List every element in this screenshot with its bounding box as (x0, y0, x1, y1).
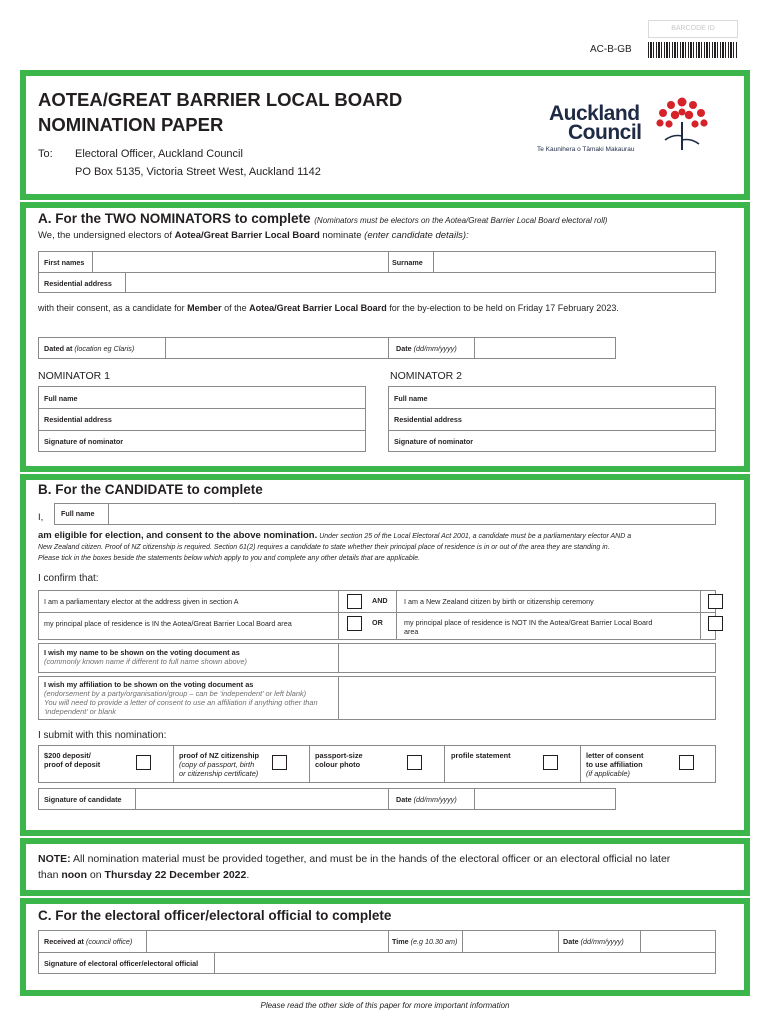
residential-address-label: Residential address (44, 279, 112, 288)
first-names-input[interactable] (93, 252, 387, 271)
note-line-1 (38, 851, 738, 867)
deposit-line-1: $200 deposit/ (44, 751, 91, 760)
title-line-1: AOTEA/GREAT BARRIER LOCAL BOARD (38, 89, 403, 110)
nom2-address-input[interactable] (470, 409, 715, 429)
date-hint: (dd/mm/yyyy) (413, 344, 457, 353)
intro-italic: (enter candidate details): (364, 230, 469, 241)
page-title (38, 87, 402, 137)
voting-name-input[interactable] (339, 644, 715, 672)
candidate-date-text: Date (396, 795, 412, 804)
row2-left-text: my principal place of residence is IN the Aotea/Great Barrier Local Board area (44, 619, 292, 628)
consent-mid: of the (221, 303, 250, 313)
or-label: OR (372, 618, 383, 627)
section-b-heading: B. For the CANDIDATE to complete (38, 482, 263, 497)
residence-in-area-checkbox[interactable] (347, 616, 362, 631)
divider (388, 337, 389, 359)
affiliation-text: I wish my affiliation to be shown on the voting document as (44, 680, 254, 689)
logo-text-auckland: Auckland (549, 102, 640, 125)
deposit-label (44, 751, 100, 769)
pohutukawa-icon (653, 96, 711, 152)
eligible-note-1: Under section 25 of the Local Electoral Act 2001, a candidate must be a parliamentary elector AND a (319, 533, 632, 540)
voting-name-hint: (commonly known name if different to full name shown above) (44, 657, 247, 666)
nom1-address-input[interactable] (120, 409, 365, 429)
row2-right-text-2: area (404, 627, 419, 636)
note-text-2-pre: than (38, 869, 62, 881)
candidate-date-label (396, 795, 457, 804)
divider (396, 590, 397, 640)
date-text: Date (396, 344, 412, 353)
eligibility-line-2 (38, 542, 738, 553)
nom1-full-name-label: Full name (44, 394, 78, 403)
consent-post: for the by-election to be held on Friday 17 February 2023. (386, 303, 619, 313)
voting-name-label (44, 648, 247, 666)
note-text-1: All nomination material must be provided together, and must be in the hands of the electoral officer or an electoral official no later (70, 853, 671, 865)
time-input[interactable] (463, 931, 557, 951)
profile-statement-label: profile statement (451, 751, 511, 760)
received-at-label (44, 937, 132, 946)
time-label (392, 937, 457, 946)
consent-statement (38, 303, 619, 313)
photo-line-1: passport-size (315, 751, 363, 760)
footer-note: Please read the other side of this paper for more important information (260, 1001, 510, 1010)
section-a-heading (38, 211, 607, 226)
date-label (396, 344, 457, 353)
candidate-full-name-input[interactable] (109, 504, 715, 524)
time-text: Time (392, 937, 409, 946)
nom1-signature-input[interactable] (140, 431, 365, 451)
eligibility-line-3 (38, 553, 738, 564)
title-line-2: NOMINATION PAPER (38, 114, 224, 135)
candidate-full-name-label: Full name (61, 509, 95, 518)
candidate-date-hint: (dd/mm/yyyy) (413, 795, 457, 804)
affiliation-hint-1: (endorsement by a party/organisation/group – can be ‘independent’ or left blank) (44, 689, 307, 698)
barcode-code: AC-B-GB (590, 44, 632, 55)
section-a-heading-text: A. For the TWO NOMINATORS to complete (38, 211, 311, 226)
consent-member: Member (187, 303, 222, 313)
nom2-full-name-label: Full name (394, 394, 428, 403)
consent-board: Aotea/Great Barrier Local Board (249, 303, 387, 313)
to-label: To: (38, 148, 53, 160)
surname-input[interactable] (434, 252, 715, 271)
barcode-bars (648, 42, 738, 58)
first-names-label: First names (44, 258, 85, 267)
divider (444, 745, 445, 783)
officer-date-text: Date (563, 937, 579, 946)
i-label: I, (38, 512, 44, 523)
received-text: Received at (44, 937, 84, 946)
row1-right-text: I am a New Zealand citizen by birth or citizenship ceremony (404, 597, 594, 606)
profile-statement-checkbox[interactable] (543, 755, 558, 770)
consent-pre: with their consent, as a candidate for (38, 303, 188, 313)
eligible-note-3: Please tick in the boxes beside the statements below which apply to you and complete any other details that are applicable. (38, 555, 421, 562)
nz-cit-hint-2: or citizenship certificate) (179, 769, 259, 778)
voting-name-text: I wish my name to be shown on the voting document as (44, 648, 240, 657)
note-noon: noon (61, 869, 88, 881)
nom1-signature-label: Signature of nominator (44, 437, 124, 446)
divider (388, 251, 389, 272)
divider (338, 590, 339, 640)
eligible-note-2: New Zealand citizen. Proof of NZ citizenship is required. Section 61(2) requires a candidate to state whether their principal place of residence is in or out of the area they are standing in. (38, 544, 610, 551)
dated-at-label (44, 344, 134, 353)
logo-tagline: Te Kaunihera o Tāmaki Makaurau (537, 146, 635, 153)
parliamentary-elector-checkbox[interactable] (347, 594, 362, 609)
intro-bold: Aotea/Great Barrier Local Board (174, 230, 320, 241)
consent-hint: (if applicable) (586, 769, 630, 778)
candidate-signature-input[interactable] (136, 789, 387, 809)
barcode-id-box: BARCODE ID (648, 20, 738, 38)
officer-signature-label: Signature of electoral officer/electoral official (44, 959, 199, 968)
section-c-heading: C. For the electoral officer/electoral official to complete (38, 908, 392, 923)
nom1-address-label: Residential address (44, 415, 112, 424)
received-at-input[interactable] (147, 931, 387, 951)
intro-mid: nominate (319, 230, 365, 241)
note-line-2 (38, 867, 738, 883)
dated-at-hint: (location eg Claris) (74, 344, 135, 353)
nz-cit-hint-1: (copy of passport, birth (179, 760, 255, 769)
note-text (38, 851, 738, 883)
section-a-heading-note: (Nominators must be electors on the Aotea/Great Barrier Local Board electoral roll) (314, 216, 608, 225)
divider (309, 745, 310, 783)
officer-date-input[interactable] (641, 931, 715, 951)
received-hint: (council office) (85, 937, 133, 946)
note-on: on (87, 869, 105, 881)
nz-citizenship-proof-checkbox[interactable] (272, 755, 287, 770)
note-bold: NOTE: (38, 853, 71, 865)
to-line-2: PO Box 5135, Victoria Street West, Auckland 1142 (75, 166, 321, 178)
nom2-address-label: Residential address (394, 415, 462, 424)
nz-cit-line-1: proof of NZ citizenship (179, 751, 260, 760)
nom1-full-name-input[interactable] (120, 387, 365, 407)
divider (38, 612, 716, 613)
officer-date-label (563, 937, 624, 946)
eligibility-line-1 (38, 530, 738, 542)
auckland-council-logo (535, 96, 715, 158)
candidate-date-input[interactable] (475, 789, 615, 809)
nominator-1-heading: NOMINATOR 1 (38, 370, 110, 382)
time-hint: (e.g 10.30 am) (410, 937, 458, 946)
officer-date-hint: (dd/mm/yyyy) (580, 937, 624, 946)
consent-line-1: letter of consent (586, 751, 644, 760)
divider (558, 930, 559, 952)
affiliation-label (44, 680, 318, 716)
row1-left-text: I am a parliamentary elector at the address given in section A (44, 597, 239, 606)
divider (580, 745, 581, 783)
eligible-bold: am eligible for election, and consent to the above nomination. (38, 530, 318, 541)
note-end: . (246, 869, 250, 881)
affiliation-hint-2: You will need to provide a letter of consent to use an affiliation if anything other than (44, 698, 318, 707)
eligibility-statement (38, 530, 738, 564)
nom2-full-name-input[interactable] (470, 387, 715, 407)
consent-letter-checkbox[interactable] (679, 755, 694, 770)
residence-not-in-area-checkbox[interactable] (708, 616, 723, 631)
intro-pre: We, the undersigned electors of (38, 230, 175, 241)
affiliation-input[interactable] (339, 677, 715, 719)
logo-text-council: Council (568, 121, 642, 144)
nom2-signature-input[interactable] (490, 431, 715, 451)
confirm-label: I confirm that: (38, 573, 99, 584)
divider (388, 788, 389, 810)
dated-at-text: Dated at (44, 344, 73, 353)
row2-right-text-1: my principal place of residence is NOT IN the Aotea/Great Barrier Local Board (404, 618, 653, 627)
deposit-line-2: proof of deposit (44, 760, 101, 769)
date-input[interactable] (475, 338, 615, 358)
section-a-intro (38, 230, 469, 241)
nom2-signature-label: Signature of nominator (394, 437, 474, 446)
officer-signature-input[interactable] (215, 953, 715, 973)
nz-citizenship-proof-label (179, 751, 259, 778)
divider (700, 590, 701, 640)
photo-checkbox[interactable] (407, 755, 422, 770)
candidate-signature-label: Signature of candidate (44, 795, 122, 804)
deposit-checkbox[interactable] (136, 755, 151, 770)
divider (173, 745, 174, 783)
surname-label: Surname (392, 258, 423, 267)
dated-at-input[interactable] (166, 338, 387, 358)
note-date: Thursday 22 December 2022 (104, 869, 247, 881)
divider (388, 930, 389, 952)
submit-label: I submit with this nomination: (38, 730, 167, 741)
candidate-address-input[interactable] (126, 273, 715, 292)
nz-citizen-checkbox[interactable] (708, 594, 723, 609)
consent-letter-label (586, 751, 644, 778)
photo-line-2: colour photo (315, 760, 361, 769)
consent-line-2: to use affiliation (586, 760, 643, 769)
and-label: AND (372, 596, 388, 605)
photo-label (315, 751, 363, 769)
to-line-1: Electoral Officer, Auckland Council (75, 148, 243, 160)
nominator-2-heading: NOMINATOR 2 (390, 370, 462, 382)
affiliation-hint-3: ‘independent’ or blank (44, 707, 116, 716)
